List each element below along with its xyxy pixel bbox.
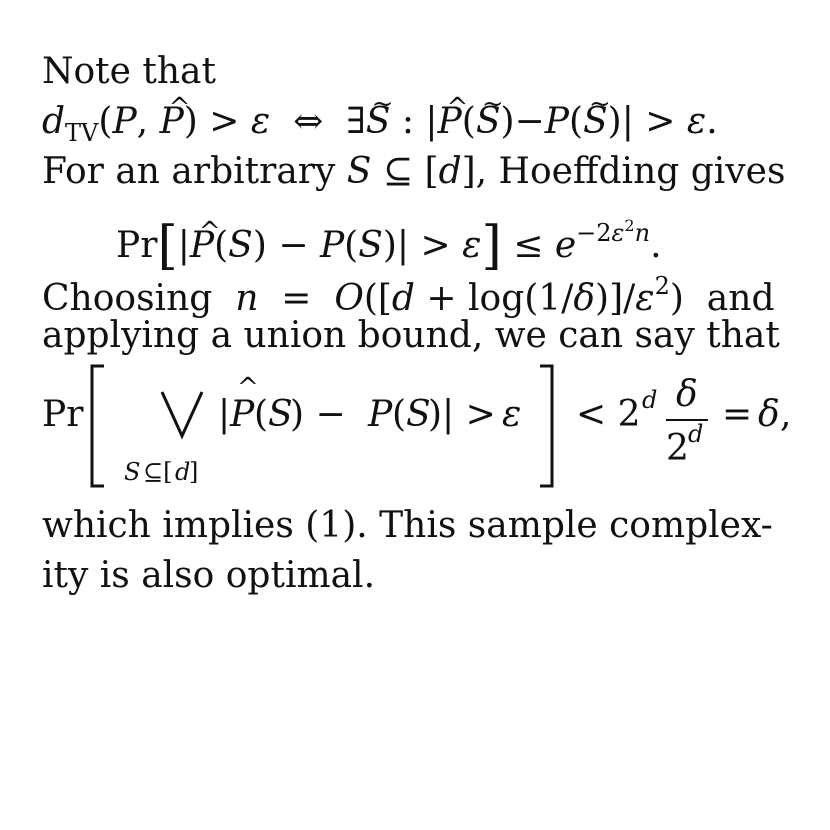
svg-text:< 2: < 2 (576, 394, 641, 435)
text-line-hoeffding: For an arbitrary S ⊆ [d], Hoeffding gives (42, 151, 786, 192)
math-hoeffding-bound: Pr[|^ $P(S) - P(S)| > \varepsilon] \le e^{-2\varepsilon^2n}$. (42, 198, 792, 262)
svg-text:δ: δ (758, 394, 780, 435)
svg-text:^: ^ (237, 373, 259, 403)
svg-text:,: , (780, 394, 792, 435)
union-bound-svg (42, 362, 802, 502)
note-that-text: Note that (42, 51, 216, 92)
implies-text: which implies (1). This sample complex- (42, 505, 773, 546)
svg-text:d: d (642, 386, 658, 414)
union-bound-text: applying a union bound, we can say that (42, 315, 780, 356)
svg-text:δ: δ (676, 374, 698, 415)
text-line-union (42, 312, 792, 362)
svg-text:) −: ) − (290, 394, 346, 435)
text-line-implies (42, 502, 792, 552)
svg-text:|: | (218, 394, 231, 435)
text-line-optimal (42, 552, 792, 602)
svg-text:2: 2 (666, 428, 689, 469)
svg-text:]: ] (189, 458, 199, 486)
svg-text:d: d (688, 420, 704, 448)
svg-text:(: ( (254, 394, 269, 435)
svg-text:ε: ε (502, 394, 522, 435)
text-line-choosing: Choosing $n = O([d + \log(1/\delta)]/\varepsilon^2)$ and (42, 272, 775, 319)
svg-text:d: d (175, 458, 191, 486)
svg-text:)| >: )| > (428, 394, 496, 435)
svg-text:S: S (268, 394, 293, 435)
math-tv-equivalence: $d_{TV}(P$, ^ P) > ε ⇔ ∃~ S : |^ P(~ S)−P(~ S)| > ε. (42, 98, 792, 148)
optimal-text: ity is also optimal. (42, 555, 376, 596)
svg-text:=: = (722, 394, 753, 435)
svg-text:S: S (124, 458, 141, 486)
svg-text:(: ( (392, 394, 407, 435)
svg-text:⊆[: ⊆[ (143, 458, 173, 486)
text-line-note (42, 48, 792, 98)
svg-text:Pr: Pr (42, 394, 84, 435)
math-union-bound (42, 362, 792, 502)
svg-text:P: P (230, 394, 255, 435)
paper-body (42, 48, 792, 602)
svg-text:S: S (406, 394, 431, 435)
svg-text:P: P (368, 394, 393, 435)
